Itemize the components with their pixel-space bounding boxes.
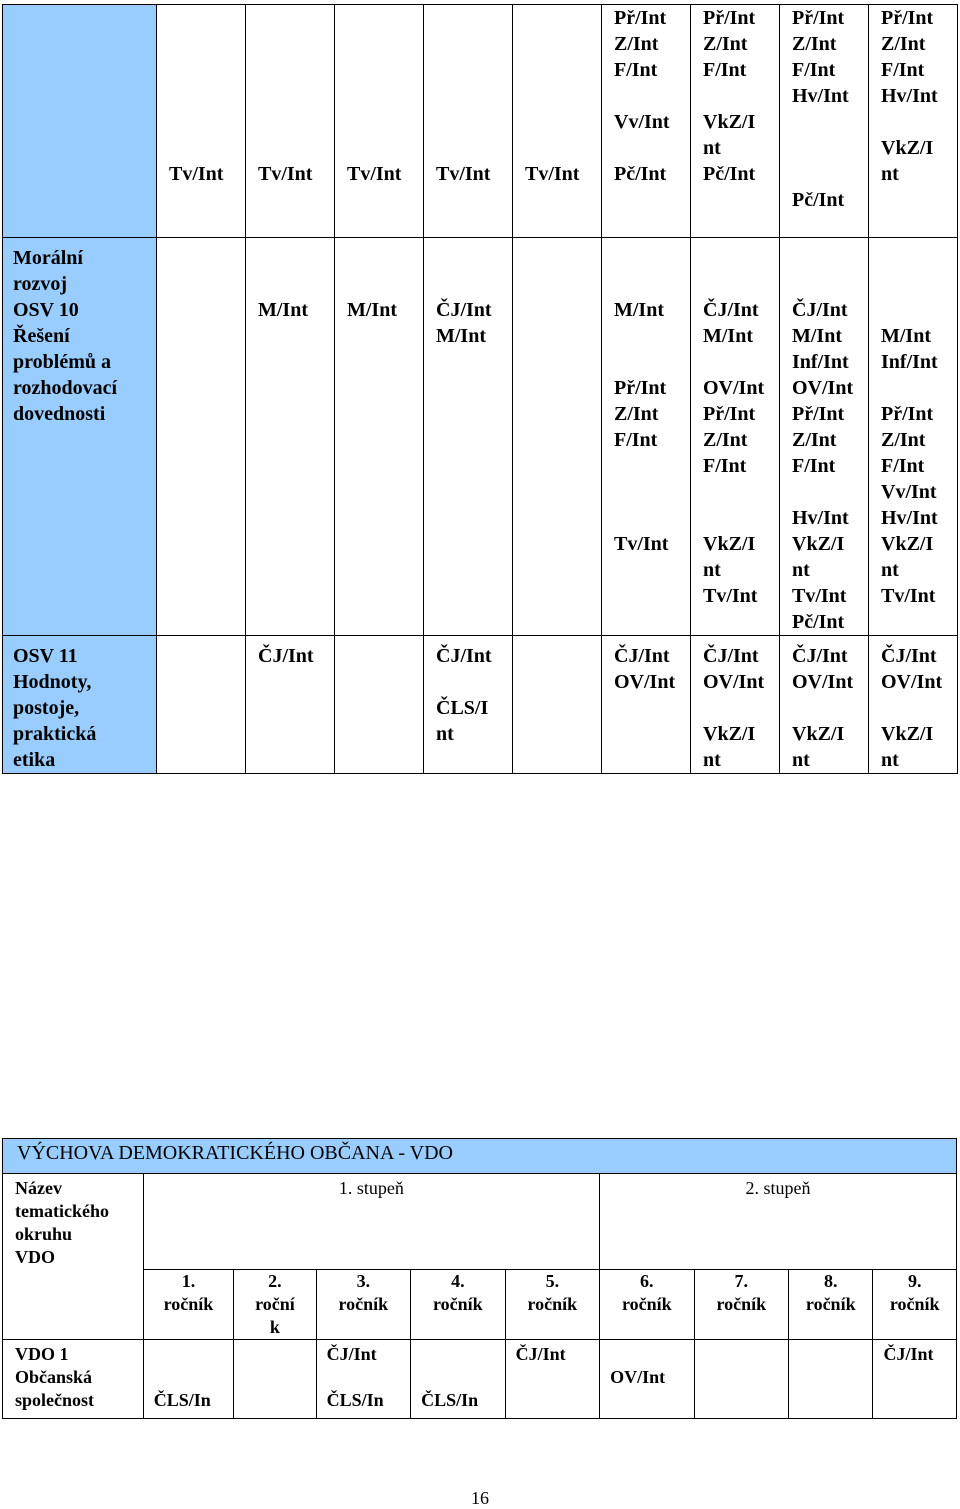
- osv11-label: OSV 11 Hodnoty, postoje, praktická etika: [3, 636, 157, 774]
- osv10-grade-4: ČJ/Int M/Int: [424, 238, 513, 636]
- vdo-table: [2, 1138, 957, 1419]
- osv-table: [2, 4, 958, 774]
- grade-3-header: 3. ročník: [316, 1270, 410, 1340]
- osv11-grade-7: ČJ/Int OV/Int VkZ/I nt: [691, 636, 780, 774]
- osv10-grade-2: M/Int: [246, 238, 335, 636]
- vdo1-grade-9: ČJ/Int: [873, 1340, 957, 1419]
- osv10-grade-6: M/Int Př/Int Z/Int F/Int Tv/Int: [602, 238, 691, 636]
- osv11-grade-3: [335, 636, 424, 774]
- vdo1-grade-7: [694, 1340, 788, 1419]
- cell-grade-2: Tv/Int: [246, 5, 335, 238]
- stage-2-header: 2. stupeň: [600, 1174, 957, 1270]
- osv11-grade-1: [157, 636, 246, 774]
- cell-grade-3: Tv/Int: [335, 5, 424, 238]
- osv10-label: Morální rozvoj OSV 10 Řešení problémů a rozhodovací dovednosti: [3, 238, 157, 636]
- grade-8-header: 8. ročník: [789, 1270, 873, 1340]
- osv11-grade-6: ČJ/Int OV/Int: [602, 636, 691, 774]
- vdo1-grade-8: [789, 1340, 873, 1419]
- vdo-title: VÝCHOVA DEMOKRATICKÉHO OBČANA - VDO: [3, 1139, 957, 1174]
- vdo1-grade-4: ČLS/In: [411, 1340, 505, 1419]
- vdo1-label: VDO 1 Občanská společnost: [3, 1340, 144, 1419]
- page-number: 16: [471, 1488, 489, 1508]
- cell-grade-6: Př/Int Z/Int F/Int Vv/Int Pč/Int: [602, 5, 691, 238]
- osv11-grade-8: ČJ/Int OV/Int VkZ/I nt: [780, 636, 869, 774]
- osv10-grade-5: [513, 238, 602, 636]
- osv10-grade-8: ČJ/Int M/Int Inf/Int OV/Int Př/Int Z/Int F/Int Hv/Int VkZ/I nt Tv/Int Pč/Int: [780, 238, 869, 636]
- osv10-grade-7: ČJ/Int M/Int OV/Int Př/Int Z/Int F/Int VkZ/I nt Tv/Int: [691, 238, 780, 636]
- vdo1-grade-5: ČJ/Int: [505, 1340, 599, 1419]
- vdo1-grade-3: ČJ/Int ČLS/In: [316, 1340, 410, 1419]
- stage-1-header: 1. stupeň: [143, 1174, 599, 1270]
- cell-grade-5: Tv/Int: [513, 5, 602, 238]
- grade-1-header: 1. ročník: [143, 1270, 233, 1340]
- cell-grade-8: Př/Int Z/Int F/Int Hv/Int Pč/Int: [780, 5, 869, 238]
- row-label-empty: [3, 5, 157, 238]
- vdo1-grade-1: ČLS/In: [143, 1340, 233, 1419]
- osv10-grade-3: M/Int: [335, 238, 424, 636]
- osv10-grade-9: M/Int Inf/Int Př/Int Z/Int F/Int Vv/Int Hv/Int VkZ/I nt Tv/Int: [869, 238, 958, 636]
- cell-grade-7: Př/Int Z/Int F/Int VkZ/I nt Pč/Int: [691, 5, 780, 238]
- cell-grade-1: Tv/Int: [157, 5, 246, 238]
- grade-4-header: 4. ročník: [411, 1270, 505, 1340]
- osv10-grade-1: [157, 238, 246, 636]
- vdo1-grade-6: OV/Int: [600, 1340, 694, 1419]
- vdo1-grade-2: [234, 1340, 316, 1419]
- osv11-grade-4: ČJ/Int ČLS/I nt: [424, 636, 513, 774]
- vdo-name-header: Název tematického okruhu VDO: [3, 1174, 144, 1340]
- cell-grade-4: Tv/Int: [424, 5, 513, 238]
- grade-6-header: 6. ročník: [600, 1270, 694, 1340]
- osv11-grade-5: [513, 636, 602, 774]
- cell-grade-9: Př/Int Z/Int F/Int Hv/Int VkZ/I nt: [869, 5, 958, 238]
- grade-9-header: 9. ročník: [873, 1270, 957, 1340]
- grade-2-header: 2. roční k: [234, 1270, 316, 1340]
- osv11-grade-9: ČJ/Int OV/Int VkZ/I nt: [869, 636, 958, 774]
- grade-5-header: 5. ročník: [505, 1270, 599, 1340]
- grade-7-header: 7. ročník: [694, 1270, 788, 1340]
- osv11-grade-2: ČJ/Int: [246, 636, 335, 774]
